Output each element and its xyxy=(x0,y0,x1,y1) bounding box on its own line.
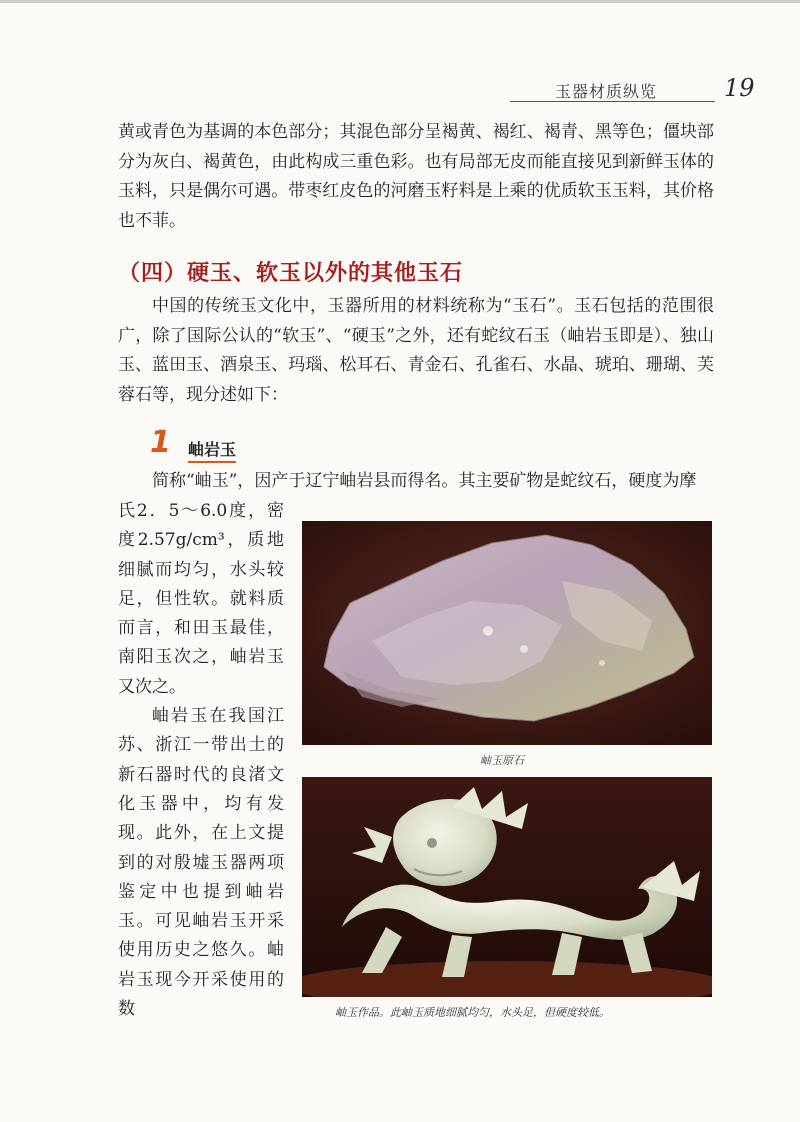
side-paragraph-history: 岫岩玉在我国江苏、浙江一带出土的新石器时代的良渚文化玉器中，均有发现。此外，在上文提到的对殷墟玉器两项鉴定中也提到岫岩玉。可见岫岩玉开采使用历史之悠久。岫岩玉现今开采使用的数 xyxy=(118,706,284,1020)
figure-caption-carving: 岫玉作品。此岫玉质地细腻均匀，水头足，但硬度较低。 xyxy=(335,1006,610,1019)
paragraph-xiuyu-lead: 简称“岫玉”，因产于辽宁岫岩县而得名。其主要矿物是蛇纹石，硬度为摩 xyxy=(152,471,697,491)
figure-caption-raw-stone: 岫玉原石 xyxy=(480,754,524,767)
side-column-text xyxy=(118,497,284,1024)
page-number: 19 xyxy=(724,74,755,102)
figure-carving-photo xyxy=(302,777,712,997)
paragraph-continued: 黄或青色为基调的本色部分；其混色部分呈褐黄、褐红、褐青、黑等色；僵块部分为灰白、褐黄色，由此构成三重色彩。也有局部无皮而能直接见到新鲜玉体的玉料，只是偶尔可遇。带枣红皮色的河磨玉籽料是上乘的优质软玉玉料，其价格也不菲。 xyxy=(118,122,714,231)
paragraph-intro: 中国的传统玉文化中，玉器所用的材料统称为“玉石”。玉石包括的范围很广，除了国际公认的“软玉”、“硬玉”之外，还有蛇纹石玉（岫岩玉即是）、独山玉、蓝田玉、酒泉玉、玛瑙、松耳石、青金石、孔雀石、水晶、琥珀、珊瑚、芙蓉石等，现分述如下： xyxy=(118,296,714,405)
subsection-title: 岫岩玉 xyxy=(188,437,236,463)
running-head xyxy=(510,76,760,106)
running-head-title: 玉器材质纵览 xyxy=(555,82,658,101)
running-head-rule xyxy=(510,101,715,102)
subsection-number: 1 xyxy=(150,425,171,460)
side-paragraph-properties: 氏2．5～6.0度，密度2.57g/cm³，质地细腻而均匀，水头较足，但性软。就料质而言，和田玉最佳，南阳玉次之，岫岩玉又次之。 xyxy=(118,501,284,697)
raw-stone-image xyxy=(302,521,712,745)
subsection-heading xyxy=(150,425,300,465)
section-heading: （四）硬玉、软玉以外的其他玉石 xyxy=(118,261,464,286)
top-edge-rule xyxy=(0,0,800,3)
figure-raw-stone-photo xyxy=(302,521,712,745)
jade-dragon-carving-image xyxy=(302,777,712,997)
